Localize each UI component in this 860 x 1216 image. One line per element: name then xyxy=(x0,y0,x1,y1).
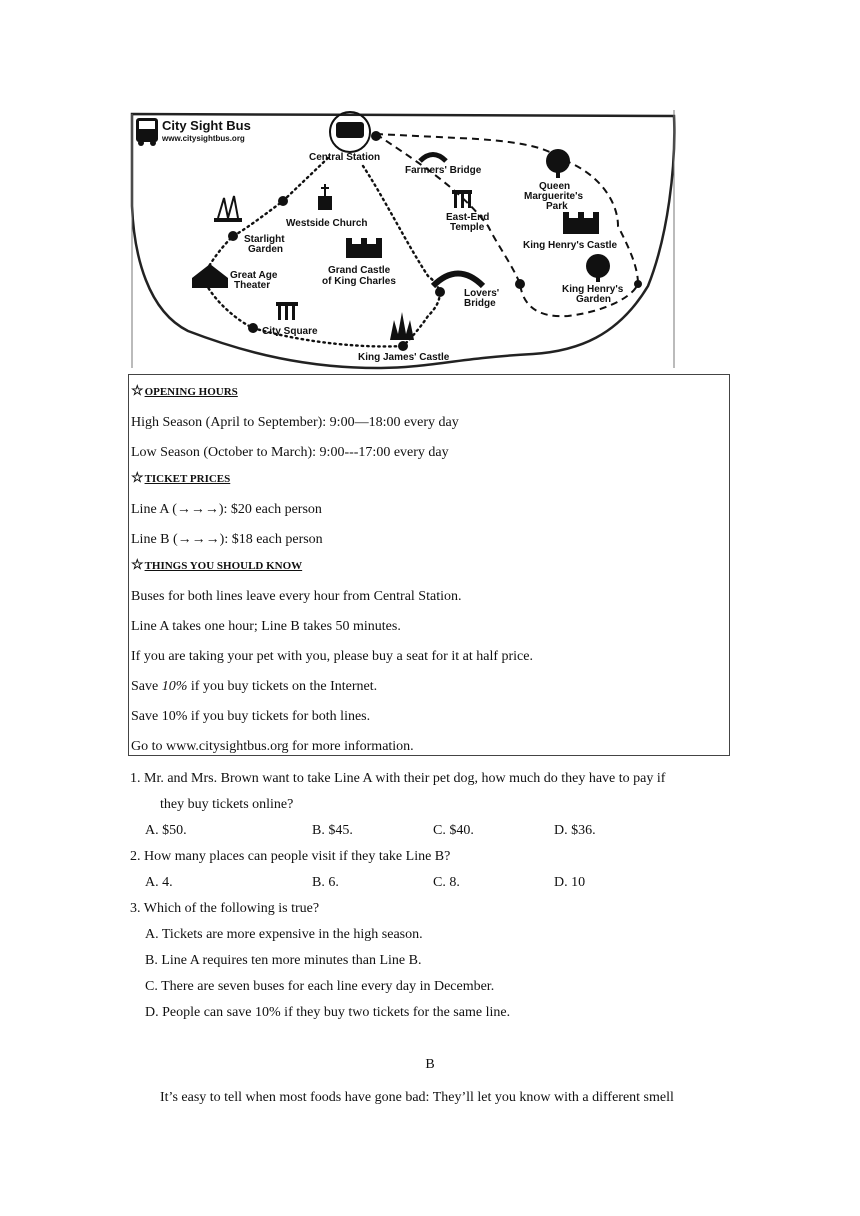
queen-park-label-3: Park xyxy=(546,201,568,212)
know-item-4-post: if you buy tickets on the Internet. xyxy=(187,679,378,694)
king-henry-garden-label-1: King Henry's xyxy=(562,284,624,295)
star-icon: ☆ xyxy=(131,471,144,486)
park-tree-icon xyxy=(546,149,570,178)
theater-icon xyxy=(192,264,228,288)
lovers-bridge-label-2: Bridge xyxy=(464,298,496,309)
section-b-paragraph: It’s easy to tell when most foods have gone bad: They’ll let you know with a different smell xyxy=(160,1090,674,1105)
know-item-4-pre: Save xyxy=(131,679,162,694)
king-james-label: King James' Castle xyxy=(358,352,450,363)
garden-tree-icon xyxy=(586,254,610,282)
question-1-cont: they buy tickets online? xyxy=(160,797,294,812)
grand-castle-label-2: of King Charles xyxy=(322,276,396,287)
city-square-label: City Square xyxy=(262,326,318,337)
low-season-text: Low Season (October to March): 9:00---17:00 every day xyxy=(131,445,449,460)
route-map-svg xyxy=(128,106,676,372)
info-box xyxy=(128,374,730,756)
things-to-know-title: THINGS YOU SHOULD KNOW xyxy=(144,560,303,572)
q2-option-c: C. 8. xyxy=(433,875,460,890)
know-item-2: Line A takes one hour; Line B takes 50 minutes. xyxy=(131,619,401,634)
q1-option-d: D. $36. xyxy=(554,823,596,838)
bus-logo-icon xyxy=(136,118,158,146)
ticket-prices-heading xyxy=(131,470,230,487)
q2-option-d: D. 10 xyxy=(554,875,586,890)
king-henry-garden-label-2: Garden xyxy=(576,294,612,305)
great-age-label-1: Great Age xyxy=(230,270,278,281)
question-3: 3. Which of the following is true? xyxy=(130,901,320,916)
q3-option-c: C. There are seven buses for each line every day in December. xyxy=(145,979,495,994)
q3-option-a: A. Tickets are more expensive in the high season. xyxy=(145,927,423,942)
lovers-bridge-icon xyxy=(433,274,483,287)
east-end-label-2: Temple xyxy=(450,222,485,233)
know-item-5: Save 10% if you buy tickets for both lines. xyxy=(131,709,371,724)
westside-church-label: Westside Church xyxy=(286,218,368,229)
q1-option-b: B. $45. xyxy=(312,823,353,838)
q1-option-a: A. $50. xyxy=(145,823,187,838)
q2-option-b: B. 6. xyxy=(312,875,339,890)
know-item-1: Buses for both lines leave every hour from Central Station. xyxy=(131,589,462,604)
star-icon: ☆ xyxy=(131,558,144,573)
starlight-label-2: Garden xyxy=(248,244,284,255)
queen-park-label-1: Queen xyxy=(539,181,571,192)
know-item-4-em: 10% xyxy=(161,679,188,694)
starlight-label-1: Starlight xyxy=(244,234,285,245)
know-item-4 xyxy=(131,679,377,695)
things-to-know-heading xyxy=(131,557,302,574)
opening-hours-title: OPENING HOURS xyxy=(144,386,238,398)
ticket-prices-title: TICKET PRICES xyxy=(144,473,231,485)
east-end-label-1: East-End xyxy=(446,212,490,223)
brand-name: City Sight Bus xyxy=(162,118,251,133)
queen-park-label-2: Marguerite's xyxy=(524,191,584,202)
church-icon xyxy=(318,184,332,210)
know-item-3: If you are taking your pet with you, please buy a seat for it at half price. xyxy=(131,649,533,664)
section-b-heading: B xyxy=(425,1057,435,1072)
central-station-label: Central Station xyxy=(309,152,381,163)
james-castle-icon xyxy=(390,312,414,340)
high-season-text: High Season (April to September): 9:00—18:00 every day xyxy=(131,415,459,430)
farmers-bridge-label: Farmers' Bridge xyxy=(405,165,482,176)
garden-plant-icon xyxy=(214,196,242,222)
line-b-price: Line B (→→→): $18 each person xyxy=(131,532,323,547)
temple-icon xyxy=(452,190,472,208)
question-2: 2. How many places can people visit if they take Line B? xyxy=(130,849,451,864)
star-icon: ☆ xyxy=(131,384,144,399)
henry-castle-icon xyxy=(563,212,599,234)
grand-castle-label-1: Grand Castle xyxy=(328,265,391,276)
king-henry-castle-label: King Henry's Castle xyxy=(523,240,618,251)
question-1: 1. Mr. and Mrs. Brown want to take Line A with their pet dog, how much do they have to pay if xyxy=(130,771,666,786)
brand-url: www.citysightbus.org xyxy=(162,134,245,143)
train-icon xyxy=(330,112,370,152)
grand-castle-icon xyxy=(346,238,382,258)
lovers-bridge-label-1: Lovers' xyxy=(464,288,500,299)
q2-option-a: A. 4. xyxy=(145,875,173,890)
bus-route-map xyxy=(128,106,676,372)
q1-option-c: C. $40. xyxy=(433,823,474,838)
know-item-6: Go to www.citysightbus.org for more information. xyxy=(131,739,414,754)
opening-hours-heading xyxy=(131,383,238,400)
map-labels xyxy=(230,152,624,363)
q3-option-b: B. Line A requires ten more minutes than Line B. xyxy=(145,953,422,968)
line-a-route-inner xyxy=(376,134,520,284)
city-square-icon xyxy=(276,302,298,320)
great-age-label-2: Theater xyxy=(234,280,271,291)
line-a-price: Line A (→→→): $20 each person xyxy=(131,502,322,517)
q3-option-d: D. People can save 10% if they buy two tickets for the same line. xyxy=(145,1005,511,1020)
farmers-bridge-icon xyxy=(420,155,446,162)
